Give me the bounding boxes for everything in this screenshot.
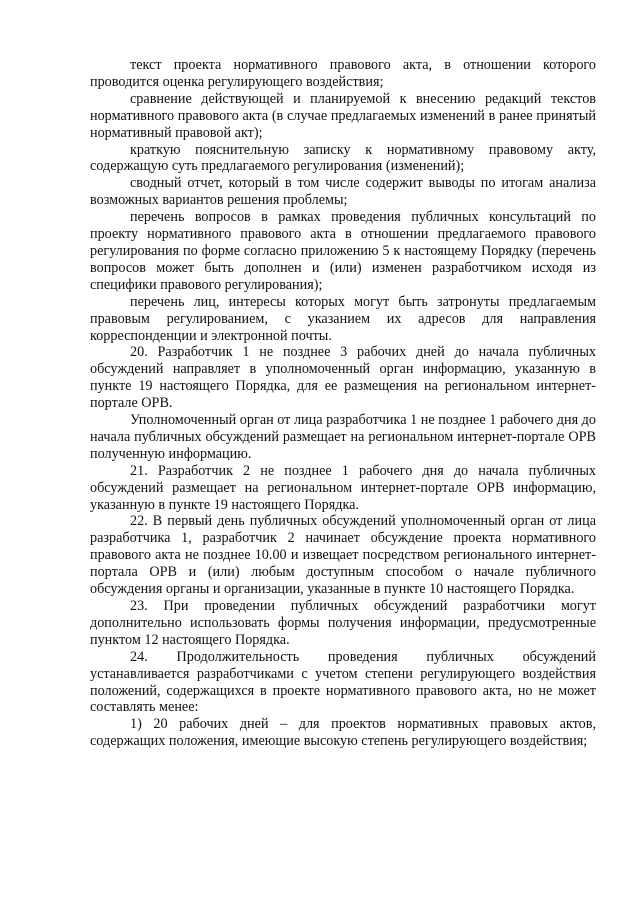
paragraph-item-22: 22. В первый день публичных обсуждений уполномоченный орган от лица разработчика 1, разработчик 2 начинает обсуждение проекта нормативного правового акта не позднее 10.00 и извещает посредством регионального интернет-портала ОРВ и (или) любым доступным способом о начале публичного обсуждения органы и организации, указанные в пункте 10 настоящего Порядка. <box>90 513 596 598</box>
paragraph-project-text: текст проекта нормативного правового акта, в отношении которого проводится оценка регулирующего воздействия; <box>90 57 596 90</box>
paragraph-item-20: 20. Разработчик 1 не позднее 3 рабочих дней до начала публичных обсуждений направляет в уполномоченный орган информацию, указанную в пункте 19 настоящего Порядка, для ее размещения на региональном интернет-портале ОРВ. <box>90 344 596 412</box>
paragraph-item-24: 24. Продолжительность проведения публичных обсуждений устанавливается разработчиками с учетом степени регулирующего воздействия положений, содержащихся в проекте нормативного правового акта, но не может составлять менее: <box>90 648 596 716</box>
paragraph-item-21: 21. Разработчик 2 не позднее 1 рабочего дня до начала публичных обсуждений размещает на региональном интернет-портале ОРВ информацию, указанную в пункте 19 настоящего Порядка. <box>90 462 596 513</box>
paragraph-explanatory-note: краткую пояснительную записку к нормативному правовому акту, содержащую суть предлагаемого регулирования (изменений); <box>90 141 596 175</box>
paragraph-item-23: 23. При проведении публичных обсуждений разработчики могут дополнительно использовать формы получения информации, предусмотренные пунктом 12 настоящего Порядка. <box>90 598 596 648</box>
paragraph-persons-list: перечень лиц, интересы которых могут быть затронуты предлагаемым правовым регулированием, с указанием их адресов для направления корреспонденции и электронной почты. <box>90 293 596 344</box>
paragraph-comparison: сравнение действующей и планируемой к внесению редакций текстов нормативного правового акта (в случае предлагаемых изменений в ранее принятый нормативный правовой акт); <box>90 90 596 141</box>
paragraph-authorized-body: Уполномоченный орган от лица разработчика 1 не позднее 1 рабочего дня до начала публичных обсуждений размещает на региональном интернет-портале ОРВ полученную информацию. <box>90 412 596 462</box>
paragraph-summary-report: сводный отчет, который в том числе содержит выводы по итогам анализа возможных вариантов решения проблемы; <box>90 175 596 209</box>
paragraph-item-24-subitem-1: 1) 20 рабочих дней – для проектов нормативных правовых актов, содержащих положения, имеющие высокую степень регулирующего воздействия; <box>90 716 596 750</box>
paragraph-questions-list: перечень вопросов в рамках проведения публичных консультаций по проекту нормативного правового акта в отношении предлагаемого правового регулирования по форме согласно приложению 5 к настоящему Порядку (перечень вопросов может быть дополнен и (или) изменен разработчиком исходя из специфики правового регулирования); <box>90 209 596 293</box>
document-page <box>90 57 596 750</box>
